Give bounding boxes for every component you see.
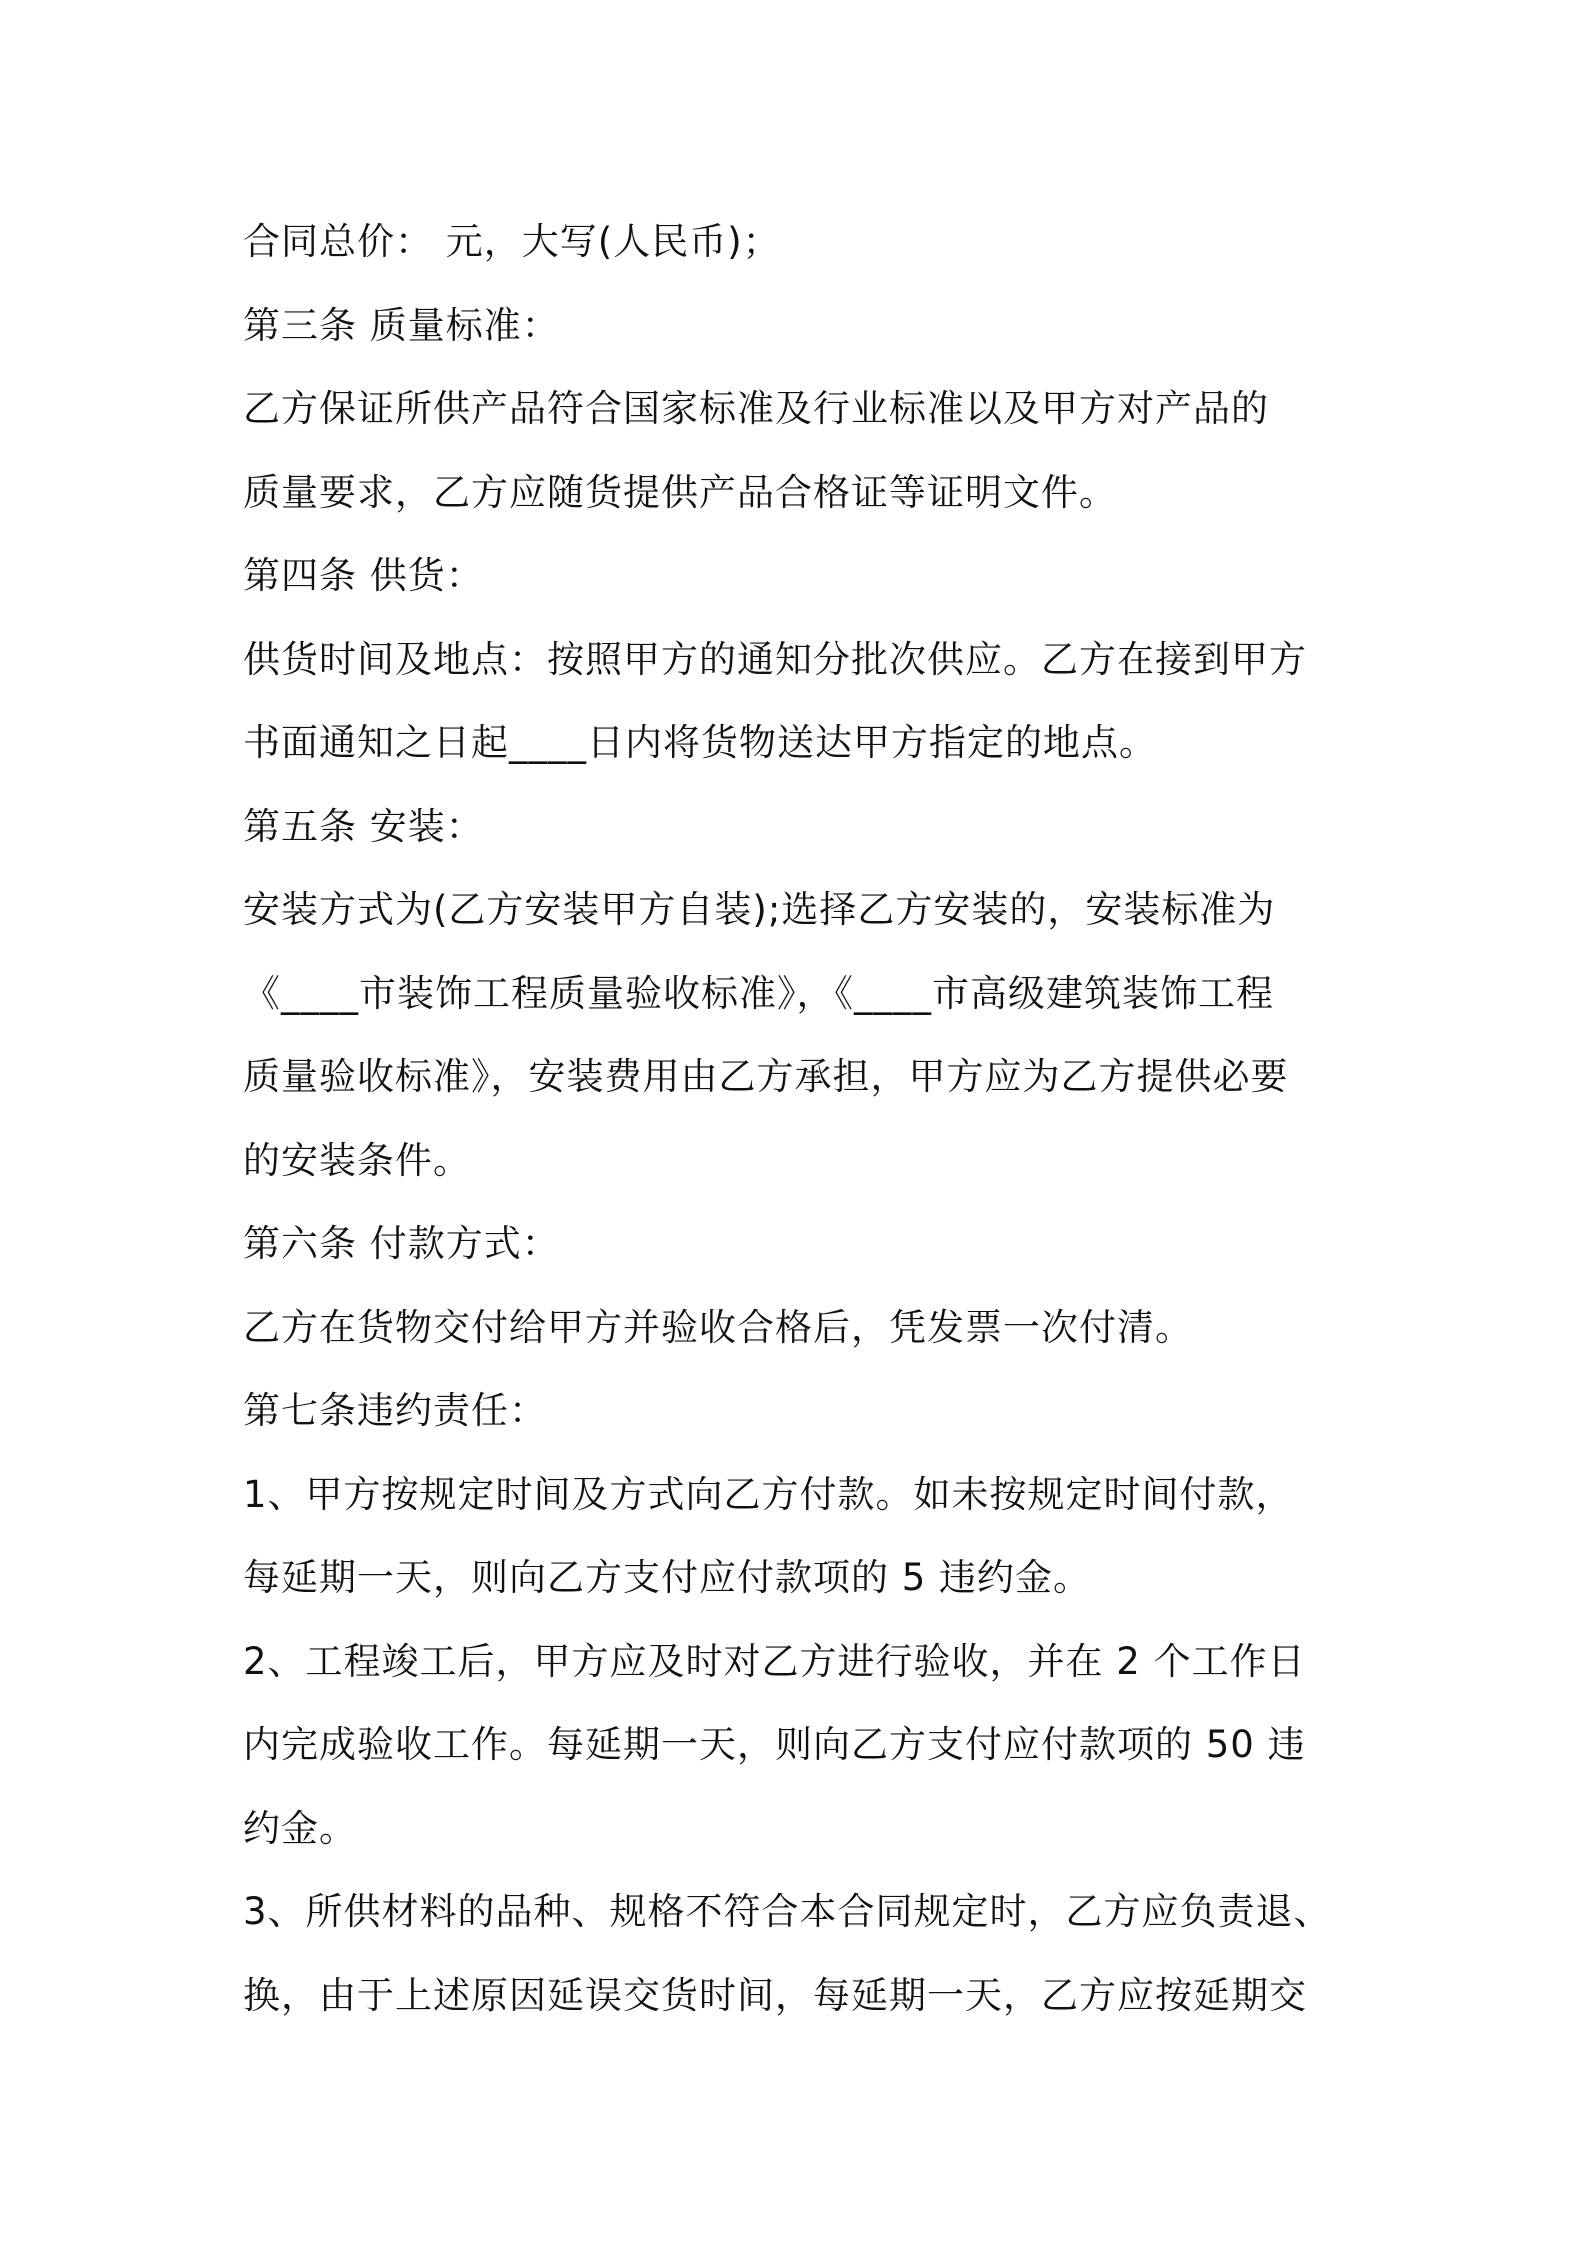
paragraph-line: 《____市装饰工程质量验收标准》，《____市高级建筑装饰工程 [243,971,1274,1015]
paragraph-line: 质量验收标准》，安装费用由乙方承担，甲方应为乙方提供必要 [243,1055,1289,1098]
paragraph-line: 供货时间及地点：按照甲方的通知分批次供应。乙方在接到甲方 [243,637,1307,681]
clause-line: 3、所供材料的品种、规格不符合本合同规定时，乙方应负责退、 [243,1890,1332,1933]
clause-line: 每延期一天，则向乙方支付应付款项的 5 违约金。 [243,1556,1092,1599]
clause-line: 2、工程竣工后，甲方应及时对乙方进行验收，并在 2 个工作日 [243,1639,1306,1683]
clause-line: 约金。 [243,1806,357,1850]
total-price-line: 合同总价： 元，大写(人民币)； [243,220,781,263]
clause-line: 1、甲方按规定时间及方式向乙方付款。如未按规定时间付款， [243,1472,1294,1516]
article-3-heading: 第三条 质量标准： [243,303,560,347]
document-body [243,200,1373,2037]
paragraph-line: 的安装条件。 [243,1138,471,1182]
article-7-heading: 第七条违约责任： [243,1389,547,1432]
paragraph-line: 乙方保证所供产品符合国家标准及行业标准以及甲方对产品的 [243,387,1269,430]
paragraph-line: 乙方在货物交付给甲方并验收合格后，凭发票一次付清。 [243,1305,1193,1349]
paragraph-line: 质量要求，乙方应随货提供产品合格证等证明文件。 [243,470,1117,514]
clause-line: 内完成验收工作。每延期一天，则向乙方支付应付款项的 50 违 [243,1723,1306,1766]
clause-line: 换，由于上述原因延误交货时间，每延期一天，乙方应按延期交 [243,1973,1307,2017]
article-4-heading: 第四条 供货： [243,554,484,597]
paragraph-line: 书面通知之日起____日内将货物送达甲方指定的地点。 [243,721,1157,764]
paragraph-line: 安装方式为(乙方安装甲方自装);选择乙方安装的，安装标准为 [243,888,1276,931]
article-6-heading: 第六条 付款方式： [243,1222,560,1265]
article-5-heading: 第五条 安装： [243,804,484,848]
